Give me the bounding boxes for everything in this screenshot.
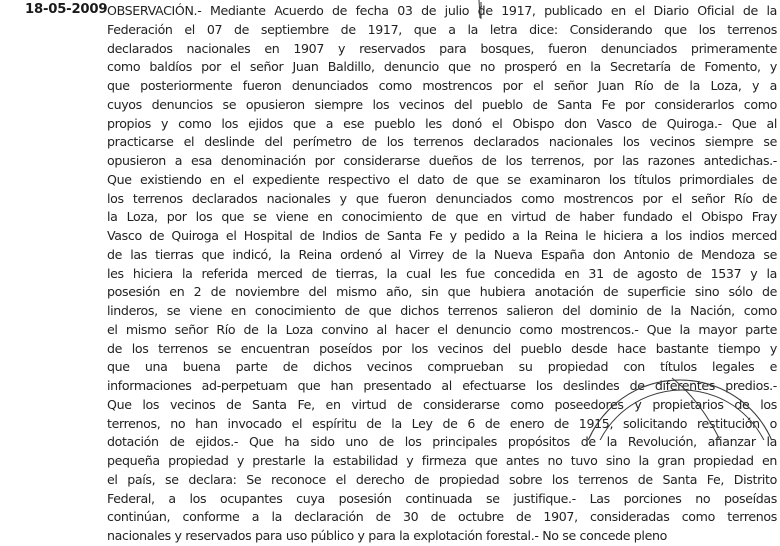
text-line: dotación de ejidos.- Que ha sido uno de los principales propósitos de la Revolución, afianzar la — [107, 434, 777, 450]
text-line: linderos, se viene en conocimiento de que dichos terrenos salieron del dominio de la Nación, como — [107, 303, 777, 318]
text-line: opusieron a esa denominación por considerarse dueños de los terrenos, por las razones antedichas.- — [107, 153, 777, 168]
text-line: nacionales y reservados para uso público y para la explotación forestal.- No se concede pleno — [107, 528, 667, 543]
text-line: terrenos, no han invocado el espíritu de la Ley de 6 de enero de 1915, solicitando restitución o — [107, 415, 777, 431]
text-line: los terrenos declarados nacionales y que fueron denunciados como mostrencos por el señor Río de — [107, 190, 777, 206]
text-line: OBSERVACIÓN.- Mediante Acuerdo de fecha 03 de julio de 1917, publicado en el Diario Oficial de la — [107, 3, 777, 18]
text-line: informaciones ad-perpetuam que han presentado al efectuarse los deslindes de diferentes predios.- — [107, 378, 777, 393]
text-line: que una buena parte de dichos vecinos comprueban su propiedad con títulos legales e — [107, 359, 777, 375]
text-line: como baldíos por el señor Juan Baldillo, denuncio que no prosperó en la Secretaría de Fomento, y — [107, 59, 777, 75]
text-line: practicarse el deslinde del perímetro de los terrenos declarados nacionales los vecinos siempre se — [107, 134, 777, 150]
observation-text — [107, 2, 777, 546]
text-line: Federal, a los ocupantes cuya posesión continuada se justifique.- Las porciones no poseídas — [107, 490, 777, 506]
text-line: la Loza, por los que se viene en conocimiento de que en virtud de haber fundado el Obispo Fray — [107, 209, 777, 225]
text-line: declarados nacionales en 1907 y reservados para bosques, fueron denunciados primeramente — [107, 40, 777, 56]
text-line: Vasco de Quiroga el Hospital de Indios de Santa Fe y pedido a la Reina le hiciera a los indios merced — [107, 228, 777, 243]
text-line: el país, se declara: Se reconoce el derecho de propiedad sobre los terrenos de Santa Fe, Distrito — [107, 471, 777, 487]
pen-mark-icon — [476, 0, 484, 20]
text-line: posesión en 2 de noviembre del mismo año, sin que hubiera anotación de superficie sino sólo de — [107, 284, 777, 300]
text-line: que posteriormente fueron denunciados como mostrencos por el señor Juan Río de la Loza, y a — [107, 78, 777, 93]
text-line: el mismo señor Río de la Loza convino al hacer el denuncio como mostrencos.- Que la mayor parte — [107, 321, 777, 337]
text-line: propios y como los ejidos que a ese pueblo les donó el Obispo don Vasco de Quiroga.- Que al — [107, 115, 777, 131]
text-line: Federación el 07 de septiembre de 1917, que a la letra dice: Considerando que los terrenos — [107, 21, 777, 37]
text-line: Que existiendo en el expediente respectivo el dato de que se examinaron los títulos primordiales de — [107, 171, 777, 187]
text-line: de las tierras que indicó, la Reina ordenó al Virrey de la Nueva España don Antonio de Mendoza se — [107, 246, 777, 262]
text-line: continúan, conforme a la declaración de 30 de octubre de 1907, consideradas como terrenos — [107, 509, 777, 525]
text-line: les hiciera la referida merced de tierras, la cual les fue concedida en 31 de agosto de 1537 y la — [107, 265, 777, 281]
text-line: cuyos denuncios se opusieron siempre los vecinos del pueblo de Santa Fe por considerarlos como — [107, 96, 777, 112]
text-line: Que los vecinos de Santa Fe, en virtud de considerarse como poseedores y propietarios de los — [107, 396, 777, 412]
text-line: de los terrenos se encuentran poseídos por los vecinos del pueblo desde hace bastante tiempo y — [107, 340, 777, 356]
entry-date: 18-05-2009 — [25, 2, 108, 17]
text-line: pequeña propiedad y prestarle la estabilidad y firmeza que antes no tuvo sino la gran propiedad en — [107, 453, 777, 468]
